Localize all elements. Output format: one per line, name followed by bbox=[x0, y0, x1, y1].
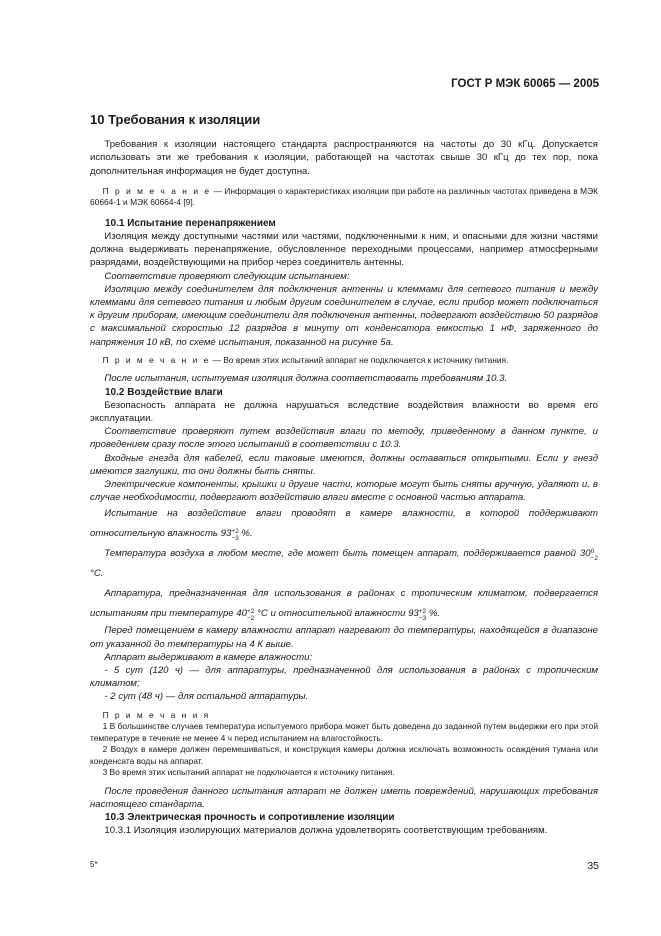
s102-p2: Соответствие проверяют путем воздействия влаги по методу, приведенному в данном пункте, и проведением сразу после этого испытаний в соответствии с 10.3. bbox=[90, 426, 598, 451]
s102-p11: - 2 сут (48 ч) — для остальной аппаратуры. bbox=[104, 691, 309, 703]
s102-p9: Аппарат выдерживают в камере влажности: bbox=[104, 651, 313, 663]
s102-temperature: Температура воздуха в любом месте, где может быть помещен аппарат, поддерживается равной 30 0 −2 °С. bbox=[90, 548, 598, 580]
s102-p1: Безопасность аппарата не должна нарушаться вследствие воздействия влажности во время его эксплуатации. bbox=[90, 399, 598, 424]
s102-p10: - 5 сут (120 ч) — для аппаратуры, предназначенной для использования в районах с тропическим климатом; bbox=[90, 664, 598, 690]
subsection-10-3-title: 10.3 Электрическая прочность и сопротивление изоляции bbox=[105, 812, 395, 823]
subsection-10-1-title: 10.1 Испытание перенапряжением bbox=[105, 217, 276, 229]
s101-p2: Соответствие проверяют следующим испытанием: bbox=[104, 270, 350, 282]
s102-p8: Перед помещением в камеру влажности аппарат нагревают до температуры, находящейся в диапазоне от указанной до температуры на 4 К выше. bbox=[90, 625, 598, 650]
s102-p4: Электрические компоненты, крышки и другие части, которые могут быть сняты вручную, удаляют и, в случае необходимости, подвергают воздействию влаги вместе с основной частью аппарата. bbox=[90, 478, 598, 504]
page-content bbox=[90, 108, 598, 837]
s102-tropical: Аппаратура, предназначенная для использования в районах с тропическим климатом, подвергается испытаниям при температуре 40 +2 −2 °С и относительной влажности 93 +2 −3 %. bbox=[90, 588, 598, 623]
s101-p1: Изоляция между доступными частями или частями, подключенными к ним, и опасными для жизни частями должна выдерживать перенапряжение, обусловленное переходными процессами, например атмосферными разрядами, воздействующими на прибор через соединитель антенны. bbox=[90, 231, 598, 269]
s101-p4: После испытания, испытуемая изоляция должна соответствовать требованиям 10.3. bbox=[104, 373, 508, 385]
s102-p3: Входные гнезда для кабелей, если таковые имеются, должны оставаться открытыми. Если у гнезд имеются заглушки, то они должны быть сняты. bbox=[90, 452, 598, 477]
subsection-10-2-title: 10.2 Воздействие влаги bbox=[105, 386, 223, 398]
s101-p3: Изоляцию между соединителем для подключения антенны и клеммами для сетевого питания и между клеммами для сетевого питания и любым другим соединителем в случае, если прибор может подключаться к другим приборам, имеющим соединители для подключения антенны, подвергают воздействию 50 разрядов с максимальной скоростью 12 разрядов в минуту от конденсатора емкостью 1 нФ, заряженного до напряжения 10 кВ, по схеме испытания, показанной на рисунке 5а. bbox=[90, 283, 598, 348]
footer-signature-mark: 5* bbox=[90, 860, 98, 869]
section-title: 10 Требования к изоляции bbox=[90, 112, 261, 127]
s102-notes-lead: П р и м е ч а н и я bbox=[102, 709, 211, 720]
page-number: 35 bbox=[587, 860, 599, 872]
s102-note-1: 1 В большинстве случаев температура испытуемого прибора может быть доведена до заданной путем выдержки его при этой температуре в течение не менее 4 ч перед испытанием на влагостойкость. bbox=[90, 721, 598, 743]
section-note: П р и м е ч а н и е — Информация о характеристиках изоляции при работе на различных частотах приведена в МЭК 60664-1 и МЭК 60664-4 [9]. bbox=[90, 185, 598, 208]
standard-header: ГОСТ Р МЭК 60065 — 2005 bbox=[451, 78, 599, 90]
s102-humidity: Испытание на воздействие влаги проводят в камере влажности, в которой поддерживают относительную влажность 93 +2 −3 %. bbox=[90, 508, 598, 543]
s102-p12: После проведения данного испытания аппарат не должен иметь повреждений, нарушающих требования настоящего стандарта. bbox=[90, 785, 598, 810]
s102-note-3: 3 Во время этих испытаний аппарат не подключается к источнику питания. bbox=[102, 767, 395, 778]
s103-p1: 10.3.1 Изоляция изолирующих материалов должна удовлетворять соответствующим требованиям. bbox=[104, 825, 548, 837]
s101-note: П р и м е ч а н и е — Во время этих испытаний аппарат не подключается к источнику питания. bbox=[102, 354, 509, 365]
section-intro: Требования к изоляции настоящего стандарта распространяются на частоты до 30 кГц. Допускается использовать эти же требования к изоляции, работающей на частотах свыше 30 кГц до тех пор, пока дополнительная информация не будет доступна. bbox=[90, 139, 598, 177]
s102-note-2: 2 Воздух в камере должен перемешиваться, и конструкция камеры должна исключать возможность осаждения тумана или конденсата воды на аппарат. bbox=[90, 744, 598, 766]
